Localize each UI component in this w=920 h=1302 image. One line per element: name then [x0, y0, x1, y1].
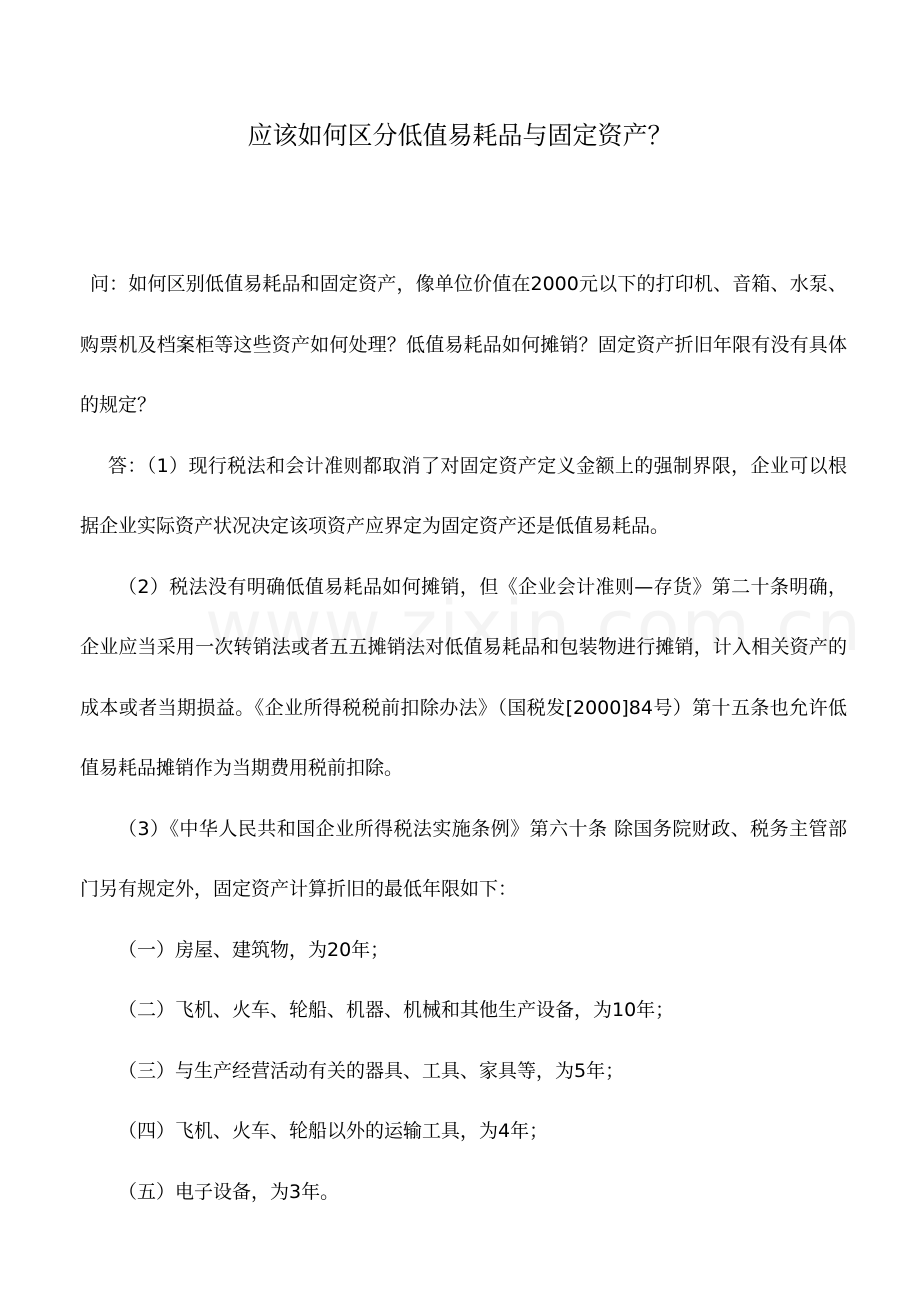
document-body — [80, 254, 847, 1222]
answer-paragraph-3: （3）《中华人民共和国企业所得税法实施条例》第六十条 除国务院财政、税务主管部门另有规定外，固定资产计算折旧的最低年限如下： — [80, 817, 847, 900]
question-paragraph: 问：如何区别低值易耗品和固定资产，像单位价值在2000元以下的打印机、音箱、水泵、购票机及档案柜等这些资产如何处理？低值易耗品如何摊销？固定资产折旧年限有没有具体的规定？ — [80, 273, 847, 416]
list-item-buildings: （一）房屋、建筑物，为20年； — [118, 938, 390, 961]
list-item-equipment: （二）飞机、火车、轮船、机器、机械和其他生产设备，为10年； — [118, 999, 675, 1021]
list-item-electronics: （五）电子设备，为3年。 — [118, 1180, 340, 1203]
list-item-tools: （三）与生产经营活动有关的器具、工具、家具等，为5年； — [118, 1059, 625, 1082]
document-title: 应该如何区分低值易耗品与固定资产？ — [247, 121, 673, 150]
list-item-transport: （四）飞机、火车、轮船以外的运输工具，为4年； — [118, 1120, 549, 1142]
answer-paragraph-2: （2）税法没有明确低值易耗品如何摊销，但《企业会计准则—存货》第二十条明确，企业应当采用一次转销法或者五五摊销法对低值易耗品和包装物进行摊销，计入相关资产的成本或者当期损益。《企业所得税税前扣除办法》（国税发[2000]84号）第十五条也允许低值易耗品摊销作为当期费用税前扣除。 — [80, 575, 847, 779]
answer-paragraph-1: 答：（1）现行税法和会计准则都取消了对固定资产定义金额上的强制界限，企业可以根据企业实际资产状况决定该项资产应界定为固定资产还是低值易耗品。 — [80, 454, 847, 537]
